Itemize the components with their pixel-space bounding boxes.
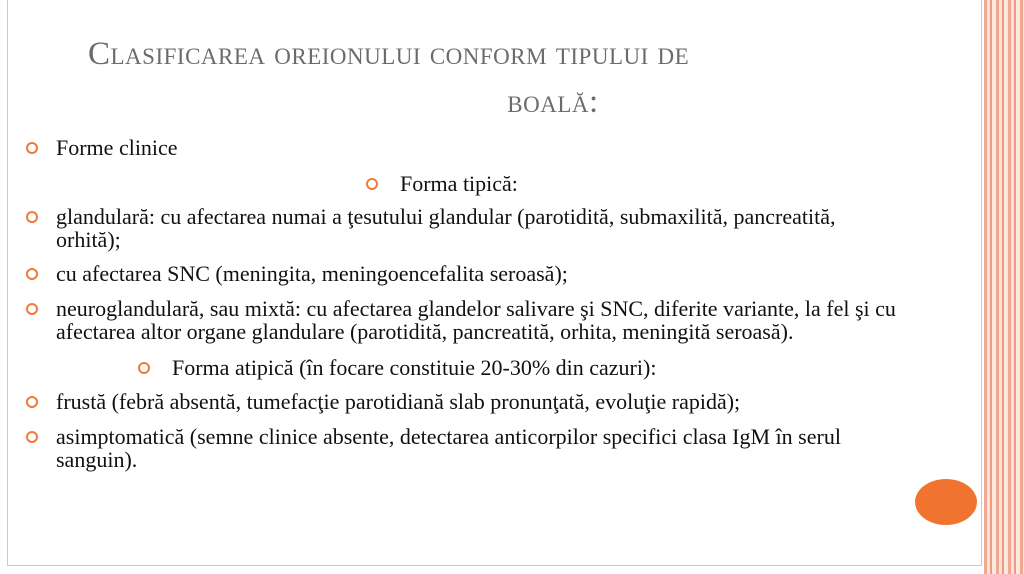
decorative-circle xyxy=(915,479,977,525)
list-item: glandulară: cu afectarea numai a ţesutului glandular (parotidită, submaxilită, pancreatită, orhită); xyxy=(26,205,896,251)
bullet-icon xyxy=(26,211,38,223)
list-item: neuroglandulară, sau mixtă: cu afectarea glandelor salivare şi SNC, diferite variante, la fel şi cu afectarea altor organe glandulare (parotidită, pancreatită, orhita, meningită seroasă). xyxy=(26,297,896,343)
bullet-icon xyxy=(366,178,378,190)
decorative-stripes xyxy=(984,0,1024,574)
bullet-icon xyxy=(26,431,38,443)
bullet-icon xyxy=(26,142,38,154)
slide-content xyxy=(26,136,896,471)
list-item: asimptomatică (semne clinice absente, detectarea anticorpilor specifici clasa IgM în serul sanguin). xyxy=(26,425,856,471)
bullet-icon xyxy=(26,268,38,280)
slide-title xyxy=(88,30,868,126)
list-item: Forme clinice xyxy=(26,136,896,159)
sub-heading: Forma tipică: xyxy=(26,172,896,195)
bullet-icon xyxy=(26,396,38,408)
title-line-1: Clasificarea oreionului conform tipului de xyxy=(88,36,690,72)
sub-heading: Forma atipică (în focare constituie 20-30% din cazuri): xyxy=(26,356,896,379)
bullet-icon xyxy=(26,303,38,315)
list-item: frustă (febră absentă, tumefacţie parotidiană slab pronunţată, evoluţie rapidă); xyxy=(26,390,896,413)
list-item: cu afectarea SNC (meningita, meningoencefalita seroasă); xyxy=(26,262,896,285)
bullet-icon xyxy=(138,362,150,374)
title-line-2: boală: xyxy=(507,84,599,120)
